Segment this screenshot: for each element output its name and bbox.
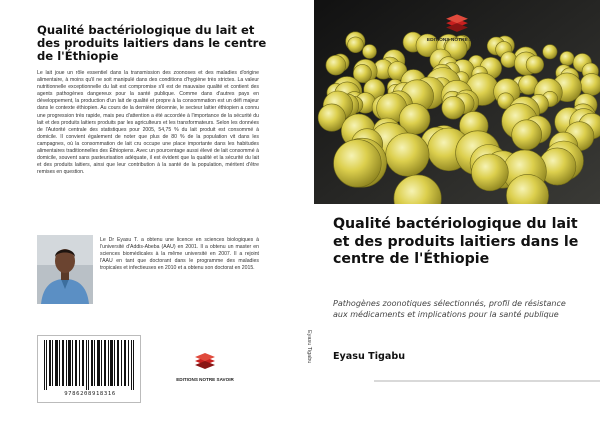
cover-image <box>314 0 600 204</box>
bacterium-cell <box>512 120 542 150</box>
bacterium-cell <box>318 104 345 131</box>
publisher-name: EDITIONS NOTRE SAVOIR <box>176 377 234 382</box>
publisher-logo-back <box>175 347 235 387</box>
stacked-books-icon <box>192 347 218 373</box>
bacterium-cell <box>580 73 600 95</box>
bacterium-cell <box>442 96 465 119</box>
bacterium-cell <box>472 154 509 191</box>
author-portrait-icon <box>37 235 93 304</box>
front-cover-title: Qualité bactériologique du lait et des produits laitiers dans le centre de l'Éthiopie <box>333 216 579 268</box>
barcode-digits: 9786208918316 <box>64 391 116 397</box>
stacked-books-icon <box>442 10 472 34</box>
divider-rule <box>374 380 600 382</box>
bacterium-cell <box>560 51 574 65</box>
isbn-barcode <box>37 335 141 403</box>
bacterium-cell <box>363 45 377 59</box>
publisher-logo-front <box>417 10 497 46</box>
front-cover-author: Eyasu Tigabu <box>333 351 406 362</box>
back-cover <box>0 0 298 423</box>
bacterium-cell <box>526 56 544 74</box>
author-photo <box>37 235 93 304</box>
bacterium-cell <box>326 55 346 75</box>
spine-author: Eyasu Tigabu <box>306 330 312 364</box>
back-cover-blurb: Le lait joue un rôle essentiel dans la transmission des zoonoses et des maladies d'origine alimentaire, à moins qu'il ne soit manipulé dans des conditions d'hygiène très strictes. La valeur nutritionnelle exceptionnelle du lait est compromise s'il est de mauvaise qualité et contient des agents pathogènes dangereux pour la santé publique. Comme dans d'autres pays en développement, la production d'un lait de qualité et propre à la consommation est un défi majeur dans le contexte éthiopien. Au cours de la dernière décennie, le secteur laitier éthiopien a connu une progression très rapide, mais peu d'attention a été accordée à l'importance de la sécurité du lait et des produits laitiers produits par les agriculteurs et les transformateurs. Selon les données de l'Autorité centrale des statistiques pour 2005, 54,75 % du lait produit est consommé à domicile. Il convient également de noter que plus de 80 % de la population vit dans les campagnes, où la consommation de lait cru occupe une place importante dans les habitudes alimentaires traditionnelles des Éthiopiens. Avec un pourcentage aussi élevé de lait consommé à domicile, souvent sans pasteurisation adéquate, il est évident que la qualité et la sécurité du lait et des produits laitiers, ainsi que leur contribution à la santé de la population, méritent d'être remises en question. <box>37 70 259 176</box>
barcode-bars <box>43 340 137 390</box>
front-cover <box>314 0 600 423</box>
author-biography: Le Dr Eyasu T. a obtenu une licence en sciences biologiques à l'université d'Addis-Abeba (AAU) en 2001. Il a obtenu un master en sciences biomédicales à la même université en 2007. Il a rejoint l'AAU en tant que doctorant dans le programme des maladies tropicales et infectieuses en 2010 et a obtenu son doctorat en 2015. <box>100 237 259 272</box>
bacterium-cell <box>386 133 429 176</box>
bacterium-cell <box>543 45 557 59</box>
publisher-name: EDITIONS NOTRE SAVOIR <box>426 38 488 43</box>
spine <box>298 0 314 423</box>
bacterium-cell <box>334 140 382 188</box>
back-cover-title: Qualité bactériologique du lait et des produits laitiers dans le centre de l'Éthiopie <box>37 23 267 63</box>
front-cover-subtitle: Pathogènes zoonotiques sélectionnés, profil de résistance aux médicaments et implications pour la santé publique <box>333 299 566 319</box>
